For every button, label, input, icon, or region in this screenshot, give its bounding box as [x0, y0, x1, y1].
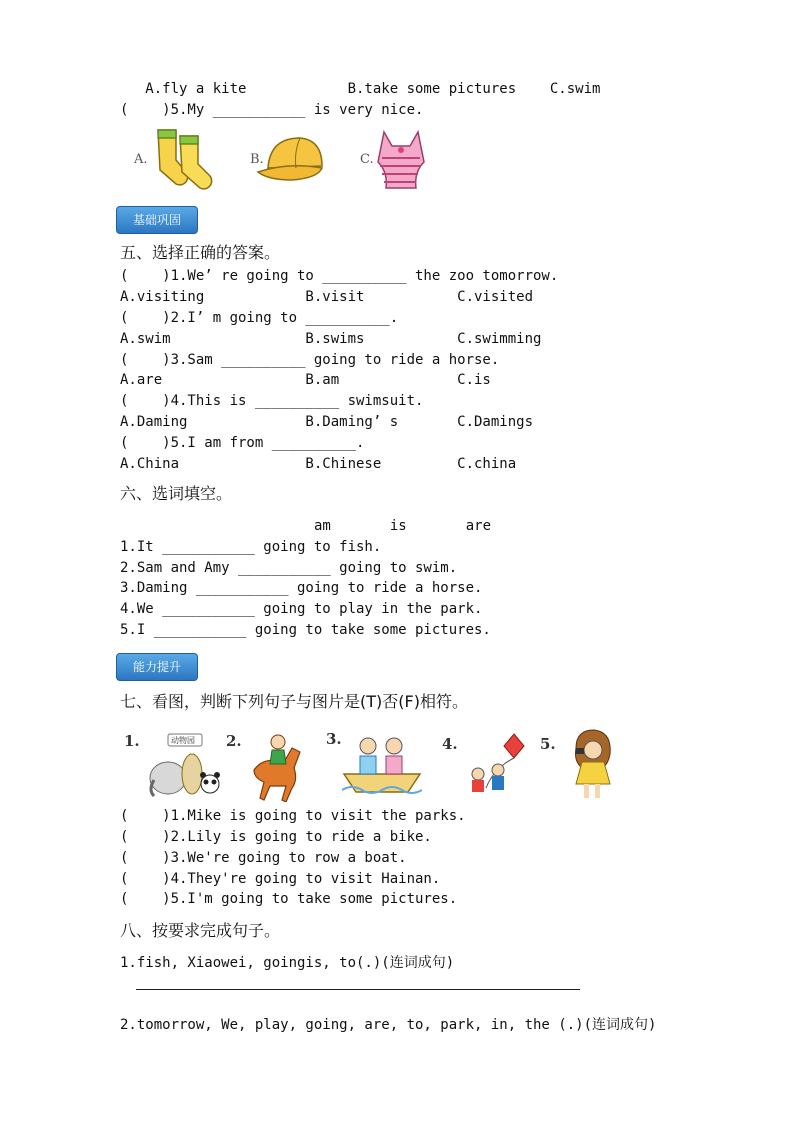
section-7-title: 七、看图，判断下列句子与图片是(T)否(F)相符。 — [120, 692, 468, 711]
tag-basic: 基础巩固 — [116, 206, 198, 234]
sec5-line: ( )3.Sam __________ going to ride a horse. — [120, 352, 500, 368]
zoo-sign: 动物园 — [171, 736, 195, 745]
sec7-line: ( )5.I'm going to take some pictures. — [120, 891, 458, 907]
pic-label-a: A. — [134, 152, 148, 167]
tag-ability: 能力提升 — [116, 653, 198, 681]
section-8-title: 八、按要求完成句子。 — [120, 921, 281, 940]
kite-children-icon — [464, 730, 534, 802]
sec5-line: A.Daming B.Daming’ s C.Damings — [120, 414, 534, 430]
swimsuit-icon — [370, 128, 432, 192]
sec6-line: 3.Daming ___________ going to ride a horse. — [120, 580, 483, 596]
pic-number: 1. — [124, 732, 140, 750]
girl-camera-icon — [566, 728, 618, 804]
section-6-title: 六、选词填空。 — [120, 484, 233, 503]
section-5-title: 五、选择正确的答案。 — [120, 243, 281, 262]
pic-number: 2. — [226, 732, 242, 750]
q5-question: ( )5.My ___________ is very nice. — [120, 102, 424, 118]
sec7-line: ( )4.They're going to visit Hainan. — [120, 871, 441, 887]
sec7-line: ( )3.We're going to row a boat. — [120, 850, 407, 866]
word-bank: am is are — [314, 518, 492, 534]
sec7-line: ( )2.Lily is going to ride a bike. — [120, 829, 432, 845]
pic-label-c: C. — [360, 152, 374, 167]
sec6-line: 1.It ___________ going to fish. — [120, 539, 382, 555]
horse-rider-icon — [244, 730, 310, 802]
socks-icon — [148, 126, 218, 192]
pic-number: 5. — [540, 735, 556, 753]
sec5-line: A.China B.Chinese C.china — [120, 456, 517, 472]
sec5-line: ( )2.I’ m going to __________. — [120, 310, 399, 326]
sec5-line: A.visiting B.visit C.visited — [120, 289, 534, 305]
sec5-line: A.are B.am C.is — [120, 372, 491, 388]
sec5-line: ( )1.We’ re going to __________ the zoo tomorrow. — [120, 268, 559, 284]
sec5-line: ( )4.This is __________ swimsuit. — [120, 393, 424, 409]
sec6-line: 4.We ___________ going to play in the park. — [120, 601, 483, 617]
sec8-line: 2.tomorrow, We, play, going, are, to, park, in, the (.)(连词成句) — [120, 1017, 657, 1033]
boat-icon — [342, 730, 422, 800]
cap-icon — [254, 134, 328, 188]
pic-label-b: B. — [250, 152, 264, 167]
pic-number: 3. — [326, 730, 342, 748]
sec8-line: 1.fish, Xiaowei, goingis, to(.)(连词成句) — [120, 955, 455, 971]
sec7-line: ( )1.Mike is going to visit the parks. — [120, 808, 466, 824]
sec6-line: 5.I ___________ going to take some pictures. — [120, 622, 491, 638]
sec5-line: ( )5.I am from __________. — [120, 435, 365, 451]
answer-line — [136, 989, 580, 990]
q4-options: A.fly a kite B.take some pictures C.swim — [120, 81, 601, 97]
sec6-line: 2.Sam and Amy ___________ going to swim. — [120, 560, 458, 576]
pic-number: 4. — [442, 735, 458, 753]
sec5-line: A.swim B.swims C.swimming — [120, 331, 542, 347]
